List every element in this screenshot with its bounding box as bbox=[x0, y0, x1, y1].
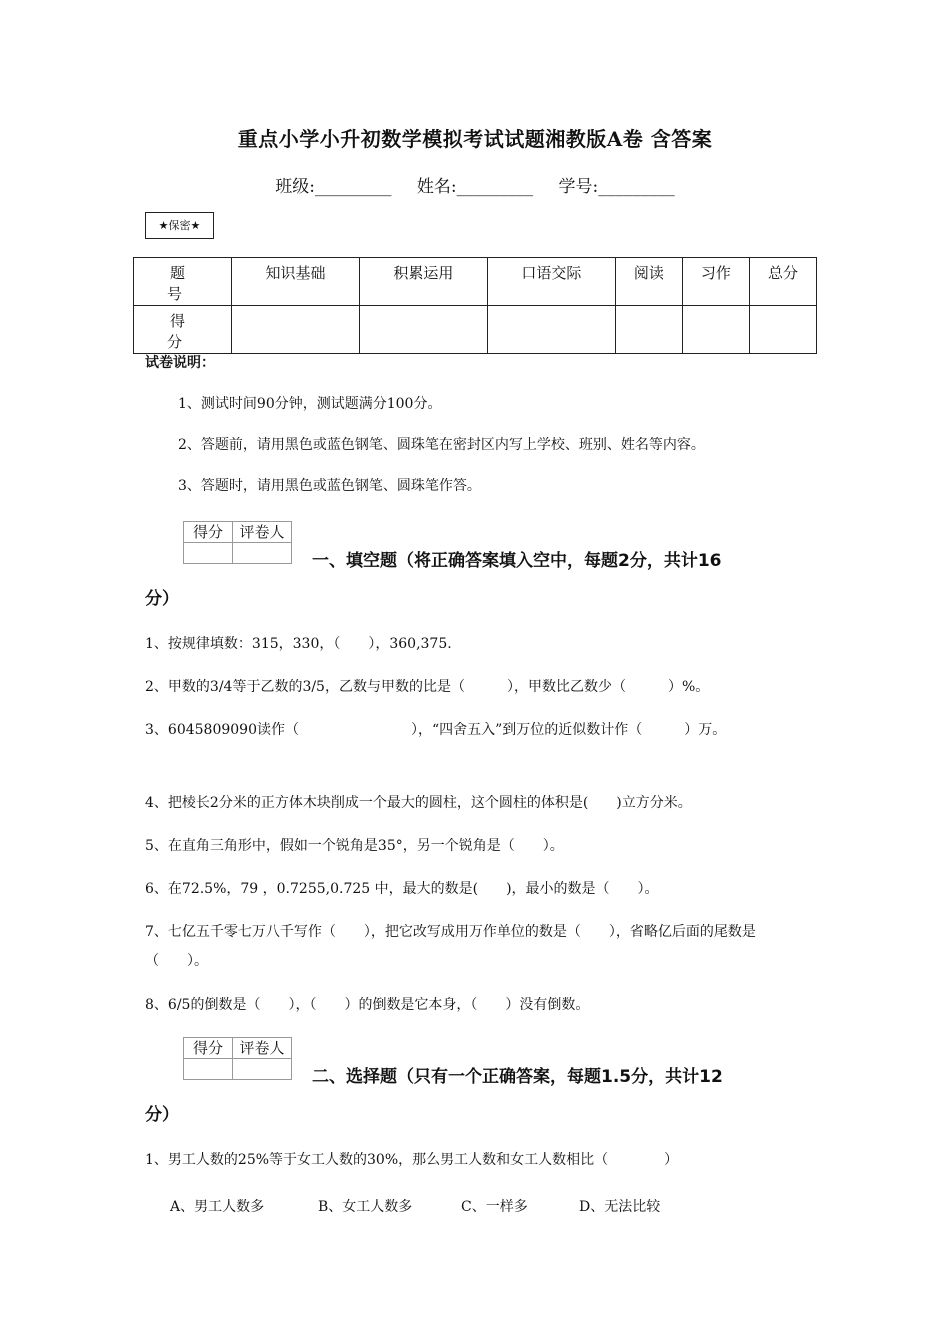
question-item: 4、把棱长2分米的正方体木块削成一个最大的圆柱，这个圆柱的体积是( )立方分米。 bbox=[145, 795, 692, 811]
score-header-cell: 口语交际 bbox=[487, 258, 615, 306]
question-item: 6、在72.5%，79 ，0.7255,0.725 中，最大的数是( )，最小的数是（ ）。 bbox=[145, 881, 659, 897]
grader-score-label: 得分 bbox=[184, 522, 233, 543]
score-cell bbox=[232, 306, 360, 354]
choice-option: D、无法比较 bbox=[579, 1199, 661, 1215]
section-title-tail: 分） bbox=[145, 1105, 179, 1125]
page-title: 重点小学小升初数学模拟考试试题湘教版A卷 含答案 bbox=[237, 127, 713, 151]
question-item: 5、在直角三角形中，假如一个锐角是35°，另一个锐角是（ ）。 bbox=[145, 838, 564, 854]
question-item: 3、6045809090读作（ ），“四舍五入”到万位的近似数计作（ ）万。 bbox=[145, 722, 727, 738]
grader-label: 评卷人 bbox=[233, 1038, 292, 1059]
score-cell bbox=[615, 306, 682, 354]
score-header-cell: 题 号 bbox=[134, 258, 232, 306]
choice-option: B、女工人数多 bbox=[318, 1199, 413, 1215]
question-item: 7、七亿五千零七万八千写作（ ），把它改写成用万作单位的数是（ ），省略亿后面的尾数是（ ）。 bbox=[145, 924, 756, 969]
score-header-cell: 知识基础 bbox=[232, 258, 360, 306]
score-cell bbox=[682, 306, 749, 354]
score-cell bbox=[749, 306, 816, 354]
question-item: 8、6/5的倒数是（ ），（ ）的倒数是它本身，（ ）没有倒数。 bbox=[145, 997, 590, 1013]
score-header-cell: 阅读 bbox=[615, 258, 682, 306]
name-field: 姓名:_________ bbox=[416, 177, 534, 197]
note-item: 2、答题前，请用黑色或蓝色钢笔、圆珠笔在密封区内写上学校、班别、姓名等内容。 bbox=[178, 437, 705, 453]
score-table-score-row bbox=[134, 306, 817, 354]
secret-badge: ★保密★ bbox=[145, 212, 214, 239]
choice-option: C、一样多 bbox=[461, 1199, 528, 1215]
question-item: 1、男工人数的25%等于女工人数的30%，那么男工人数和女工人数相比（ ） bbox=[145, 1152, 679, 1168]
student-info bbox=[0, 172, 950, 197]
question-item: 1、按规律填数：315，330，（ ），360,375. bbox=[145, 636, 452, 652]
class-field: 班级:_________ bbox=[275, 177, 392, 197]
score-table bbox=[133, 257, 817, 354]
question-item: 2、甲数的3/4等于乙数的3/5，乙数与甲数的比是（ ），甲数比乙数少（ ）%。 bbox=[145, 679, 710, 695]
score-header-cell: 积累运用 bbox=[359, 258, 487, 306]
grader-box bbox=[183, 521, 292, 564]
score-cell bbox=[359, 306, 487, 354]
note-item: 1、测试时间90分钟，测试题满分100分。 bbox=[178, 396, 442, 412]
choice-option: A、男工人数多 bbox=[170, 1199, 265, 1215]
grader-score-label: 得分 bbox=[184, 1038, 233, 1059]
section-title: 二、选择题（只有一个正确答案，每题1.5分，共计12 bbox=[312, 1067, 723, 1087]
score-header-cell: 习作 bbox=[682, 258, 749, 306]
number-field: 学号:_________ bbox=[558, 177, 675, 197]
score-header-cell: 总分 bbox=[749, 258, 816, 306]
notes-heading: 试卷说明： bbox=[145, 355, 215, 371]
grader-box bbox=[183, 1037, 292, 1080]
section-title: 一、填空题（将正确答案填入空中，每题2分，共计16 bbox=[312, 551, 722, 571]
grader-name-cell bbox=[233, 1059, 292, 1080]
grader-label: 评卷人 bbox=[233, 522, 292, 543]
grader-score-cell bbox=[184, 1059, 233, 1080]
score-table-header-row bbox=[134, 258, 817, 306]
section-title-tail: 分） bbox=[145, 589, 179, 609]
score-row-label: 得 分 bbox=[134, 306, 232, 354]
grader-name-cell bbox=[233, 543, 292, 564]
note-item: 3、答题时，请用黑色或蓝色钢笔、圆珠笔作答。 bbox=[178, 478, 481, 494]
grader-score-cell bbox=[184, 543, 233, 564]
score-cell bbox=[487, 306, 615, 354]
